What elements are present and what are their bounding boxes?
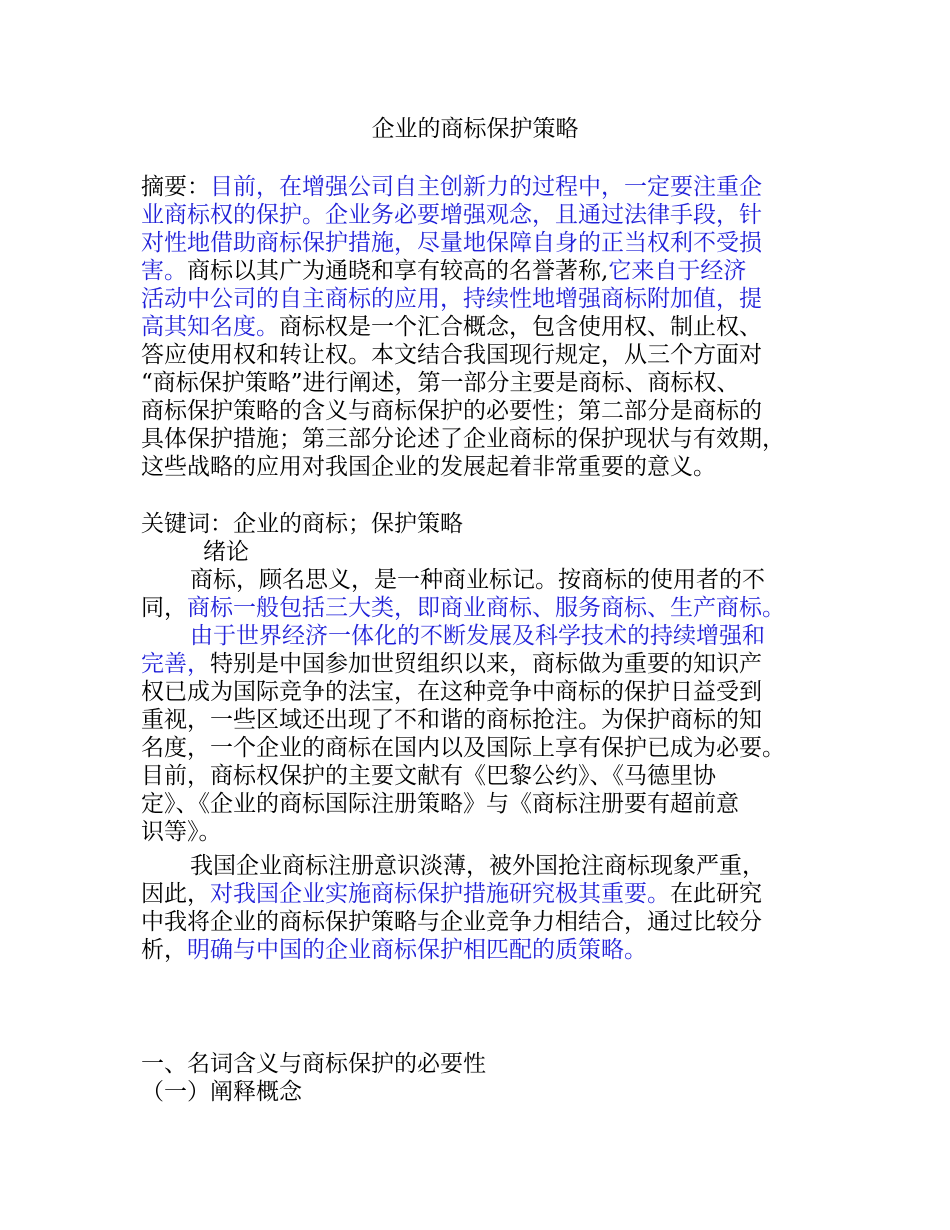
- subsection-heading: （一）阐释概念: [141, 1079, 302, 1105]
- body-line: 权已成为国际竞争的法宝，在这种竞争中商标的保护日益受到: [141, 679, 762, 705]
- abstract-line: 害。商标以其广为通晓和享有较高的名誉著称,它来自于经济: [141, 258, 747, 284]
- abstract-line: 这些战略的应用对我国企业的发展起着非常重要的意义。: [141, 454, 716, 480]
- body-line: 析，明确与中国的企业商标保护相匹配的质策略。: [141, 937, 647, 963]
- abstract-line: 高其知名度。商标权是一个汇合概念，包含使用权、制止权、: [141, 314, 762, 340]
- keywords-line: 关键词：企业的商标；保护策略: [141, 511, 463, 537]
- body-line: 定》、《企业的商标国际注册策略》与《商标注册要有超前意: [141, 791, 739, 817]
- body-line: 同，商标一般包括三大类，即商业商标、服务商标、生产商标。: [141, 595, 785, 621]
- abstract-line: 具体保护措施；第三部分论述了企业商标的保护现状与有效期，: [141, 426, 785, 452]
- abstract-line: 摘要：目前，在增强公司自主创新力的过程中，一定要注重企: [141, 174, 762, 200]
- body-line: 因此，对我国企业实施商标保护措施研究极其重要。在此研究: [141, 881, 762, 907]
- section-heading: 一、名词含义与商标保护的必要性: [141, 1051, 486, 1077]
- abstract-line: 活动中公司的自主商标的应用，持续性地增强商标附加值，提: [141, 286, 762, 312]
- intro-heading: 绪论: [203, 539, 249, 565]
- abstract-line: 业商标权的保护。企业务必要增强观念，且通过法律手段，针: [141, 202, 762, 228]
- body-line: 识等》。: [141, 819, 222, 845]
- body-line: 完善，特别是中国参加世贸组织以来，商标做为重要的知识产: [141, 651, 762, 677]
- document-title: 企业的商标保护策略: [371, 116, 579, 142]
- body-line: 商标，顾名思义，是一种商业标记。按商标的使用者的不: [190, 567, 765, 593]
- abstract-line: 对性地借助商标保护措施，尽量地保障自身的正当权利不受损: [141, 230, 762, 256]
- body-line: 重视，一些区域还出现了不和谐的商标抢注。为保护商标的知: [141, 707, 762, 733]
- body-line: 我国企业商标注册意识淡薄，被外国抢注商标现象严重，: [190, 853, 765, 879]
- abstract-line: 商标保护策略的含义与商标保护的必要性；第二部分是商标的: [141, 398, 762, 424]
- abstract-line: “商标保护策略”进行阐述，第一部分主要是商标、商标权、: [141, 370, 740, 396]
- abstract-line: 答应使用权和转让权。本文结合我国现行规定，从三个方面对: [141, 342, 762, 368]
- body-line: 中我将企业的商标保护策略与企业竞争力相结合，通过比较分: [141, 909, 762, 935]
- body-line: 名度，一个企业的商标在国内以及国际上享有保护已成为必要。: [141, 735, 785, 761]
- body-line: 目前，商标权保护的主要文献有《巴黎公约》、《马德里协: [141, 763, 716, 789]
- body-line: 由于世界经济一体化的不断发展及科学技术的持续增强和: [190, 623, 765, 649]
